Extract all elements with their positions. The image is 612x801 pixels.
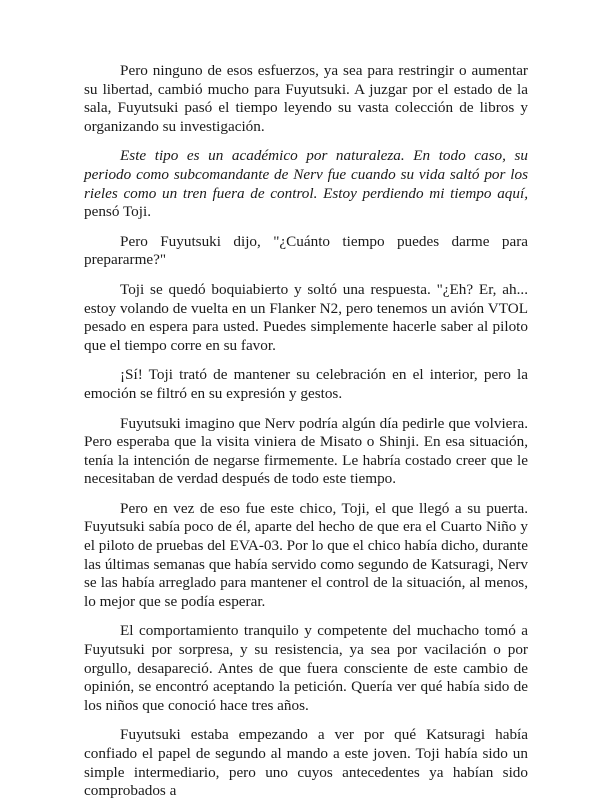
paragraph-4: Toji se quedó boquiabierto y soltó una respuesta. "¿Eh? Er, ah... estoy volando de vuelta en un Flanker N2, pero tenemos un avión VTOL pesado en espera para usted. Puedes simplemente hacerle saber al piloto que el tiempo corre en su favor. (84, 280, 528, 354)
paragraph-1: Pero ninguno de esos esfuerzos, ya sea para restringir o aumentar su libertad, cambió mucho para Fuyutsuki. A juzgar por el estado de la sala, Fuyutsuki pasó el tiempo leyendo su vasta colección de libros y organizando su investigación. (84, 62, 528, 135)
paragraph-9: Fuyutsuki estaba empezando a ver por qué Katsuragi había confiado el papel de segundo al mando a este joven. Toji había sido un simple intermediario, pero uno cuyos antecedentes ya habían sido comprobados a (84, 726, 528, 800)
paragraph-3: Pero Fuyutsuki dijo, "¿Cuánto tiempo puedes darme para prepararme?" (84, 232, 528, 269)
document-page (84, 62, 528, 801)
paragraph-2-italic: Este tipo es un académico por naturaleza. En todo caso, su periodo como subcomandante de Nerv fue cuando su vida saltó por los rieles como un tren fuera de control. Estoy perdiendo mi tiempo aquí, (84, 147, 528, 202)
paragraph-2-rest: pensó Toji. (84, 203, 152, 221)
paragraph-6: Fuyutsuki imagino que Nerv podría algún día pedirle que volviera. Pero esperaba que la visita viniera de Misato o Shinji. En esa situación, tenía la intención de negarse firmemente. Le habría costado creer que le necesitaban de verdad después de todo este tiempo. (84, 414, 528, 488)
paragraph-8: El comportamiento tranquilo y competente del muchacho tomó a Fuyutsuki por sorpresa, y su resistencia, ya sea por vacilación o por orgullo, desapareció. Antes de que fuera consciente de este cambio de opinión, se encontró aceptando la petición. Quería ver qué había sido de los niños que conoció hace tres años. (84, 622, 528, 714)
paragraph-2 (84, 147, 528, 221)
paragraph-7: Pero en vez de eso fue este chico, Toji, el que llegó a su puerta. Fuyutsuki sabía poco de él, aparte del hecho de que era el Cuarto Niño y el piloto de pruebas del EVA-03. Por lo que el chico había dicho, durante las últimas semanas que había servido como segundo de Katsuragi, Nerv se las había arreglado para mantener el control de la situación, al menos, lo mejor que se podía esperar. (84, 499, 528, 610)
paragraph-5: ¡Sí! Toji trató de mantener su celebración en el interior, pero la emoción se filtró en su expresión y gestos. (84, 366, 528, 402)
